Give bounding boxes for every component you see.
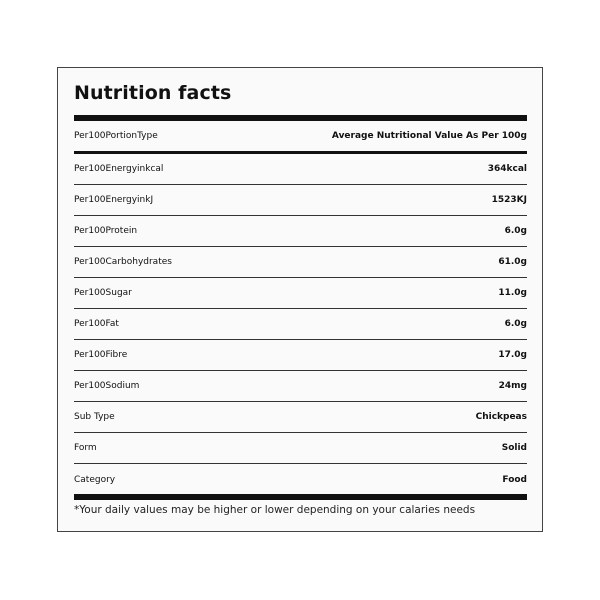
nutrition-row-sub-type xyxy=(74,402,527,433)
row-label: Per100Fibre xyxy=(74,350,128,360)
nutrition-row-protein xyxy=(74,216,527,247)
nutrition-rows xyxy=(74,154,527,495)
nutrition-row-carbohydrates xyxy=(74,247,527,278)
nutrition-row-energy-kcal xyxy=(74,154,527,185)
portion-header-value: Average Nutritional Value As Per 100g xyxy=(331,131,527,141)
footnote: *Your daily values may be higher or lower depending on your calaries needs xyxy=(74,504,476,516)
row-label: Per100Sugar xyxy=(74,288,132,298)
bottom-divider xyxy=(74,494,527,500)
row-value: Food xyxy=(502,474,527,485)
row-value: 364kcal xyxy=(487,164,527,174)
row-label: Form xyxy=(74,443,97,453)
row-label: Per100Energyinkcal xyxy=(74,164,164,174)
row-label: Per100EnergyinkJ xyxy=(74,195,154,205)
portion-header-row xyxy=(74,121,527,151)
row-value: Solid xyxy=(501,443,527,453)
row-label: Sub Type xyxy=(74,412,115,422)
nutrition-row-fibre xyxy=(74,340,527,371)
nutrition-row-form xyxy=(74,433,527,464)
nutrition-row-sugar xyxy=(74,278,527,309)
row-value: 6.0g xyxy=(504,319,527,329)
row-value: 11.0g xyxy=(498,288,527,298)
nutrition-row-energy-kj xyxy=(74,185,527,216)
row-label: Per100Protein xyxy=(74,226,138,236)
nutrition-title: Nutrition facts xyxy=(74,82,232,104)
nutrition-row-sodium xyxy=(74,371,527,402)
row-value: 24mg xyxy=(498,381,527,391)
row-label: Category xyxy=(74,474,116,485)
row-label: Per100Sodium xyxy=(74,381,140,391)
row-value: Chickpeas xyxy=(475,412,527,422)
row-value: 6.0g xyxy=(504,226,527,236)
portion-header-label: Per100PortionType xyxy=(74,131,158,141)
nutrition-panel xyxy=(57,67,543,532)
row-label: Per100Fat xyxy=(74,319,119,329)
row-value: 17.0g xyxy=(498,350,527,360)
row-value: 1523KJ xyxy=(491,195,527,205)
row-label: Per100Carbohydrates xyxy=(74,257,172,267)
row-value: 61.0g xyxy=(498,257,527,267)
nutrition-row-category xyxy=(74,464,527,495)
nutrition-row-fat xyxy=(74,309,527,340)
